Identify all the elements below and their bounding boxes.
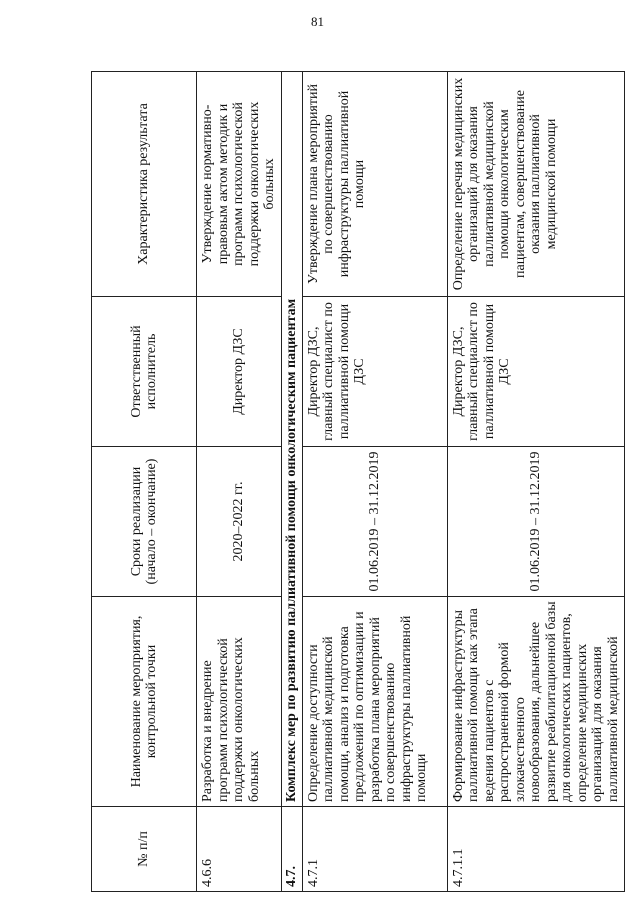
section-row [282, 72, 303, 892]
table-row [302, 72, 447, 892]
row-num: 4.7.1 [302, 807, 447, 892]
row-result: Утверждение плана мероприятий по совершенствованию инфраструктуры паллиативной помощи [302, 72, 447, 297]
row-name: Разработка и внедрение программ психологической поддержки онкологических больных [197, 597, 282, 807]
row-responsible: Директор ДЗС, главный специалист по паллиативной помощи ДЗС [302, 297, 447, 447]
table-header-row [92, 72, 197, 892]
table-row [447, 72, 625, 892]
row-num: 4.6.6 [197, 807, 282, 892]
row-name: Определение доступности паллиативной медицинской помощи, анализ и подготовка предложений по оптимизации и разработка плана мероприятий по совершенствованию инфраструктуры паллиативной помощи [302, 597, 447, 807]
row-result: Утверждение нормативно-правовым актом методик и программ психологической поддержки онкологических больных [197, 72, 282, 297]
header-result: Характеристика результата [92, 72, 197, 297]
row-responsible: Директор ДЗС [197, 297, 282, 447]
row-period: 2020–2022 гг. [197, 447, 282, 597]
rotated-table-container [91, 72, 621, 892]
row-responsible: Директор ДЗС, главный специалист по паллиативной помощи ДЗС [447, 297, 625, 447]
header-period: Сроки реализации (начало – окончание) [92, 447, 197, 597]
row-num: 4.7.1.1 [447, 807, 625, 892]
section-title: Комплекс мер по развитию паллиативной помощи онкологическим пациентам [282, 72, 303, 807]
plan-table [91, 71, 625, 892]
table-row [197, 72, 282, 892]
row-name: Формирование инфраструктуры паллиативной помощи как этапа ведения пациентов с распространенной формой злокачественного новообразования, дальнейшее развитие реабилитационной базы для онкологических пациентов, определение медицинских организаций для оказания паллиативной медицинской [447, 597, 625, 807]
header-num: № п/п [92, 807, 197, 892]
row-period: 01.06.2019 – 31.12.2019 [302, 447, 447, 597]
row-result: Определение перечня медицинских организаций для оказания паллиативной медицинской помощи онкологическим пациентам, совершенствование оказания паллиативной медицинской помощи [447, 72, 625, 297]
section-num: 4.7. [282, 807, 303, 892]
row-period: 01.06.2019 – 31.12.2019 [447, 447, 625, 597]
header-name: Наименование мероприятия, контрольной точки [92, 597, 197, 807]
page-number: 81 [311, 14, 324, 29]
header-responsible: Ответственный исполнитель [92, 297, 197, 447]
